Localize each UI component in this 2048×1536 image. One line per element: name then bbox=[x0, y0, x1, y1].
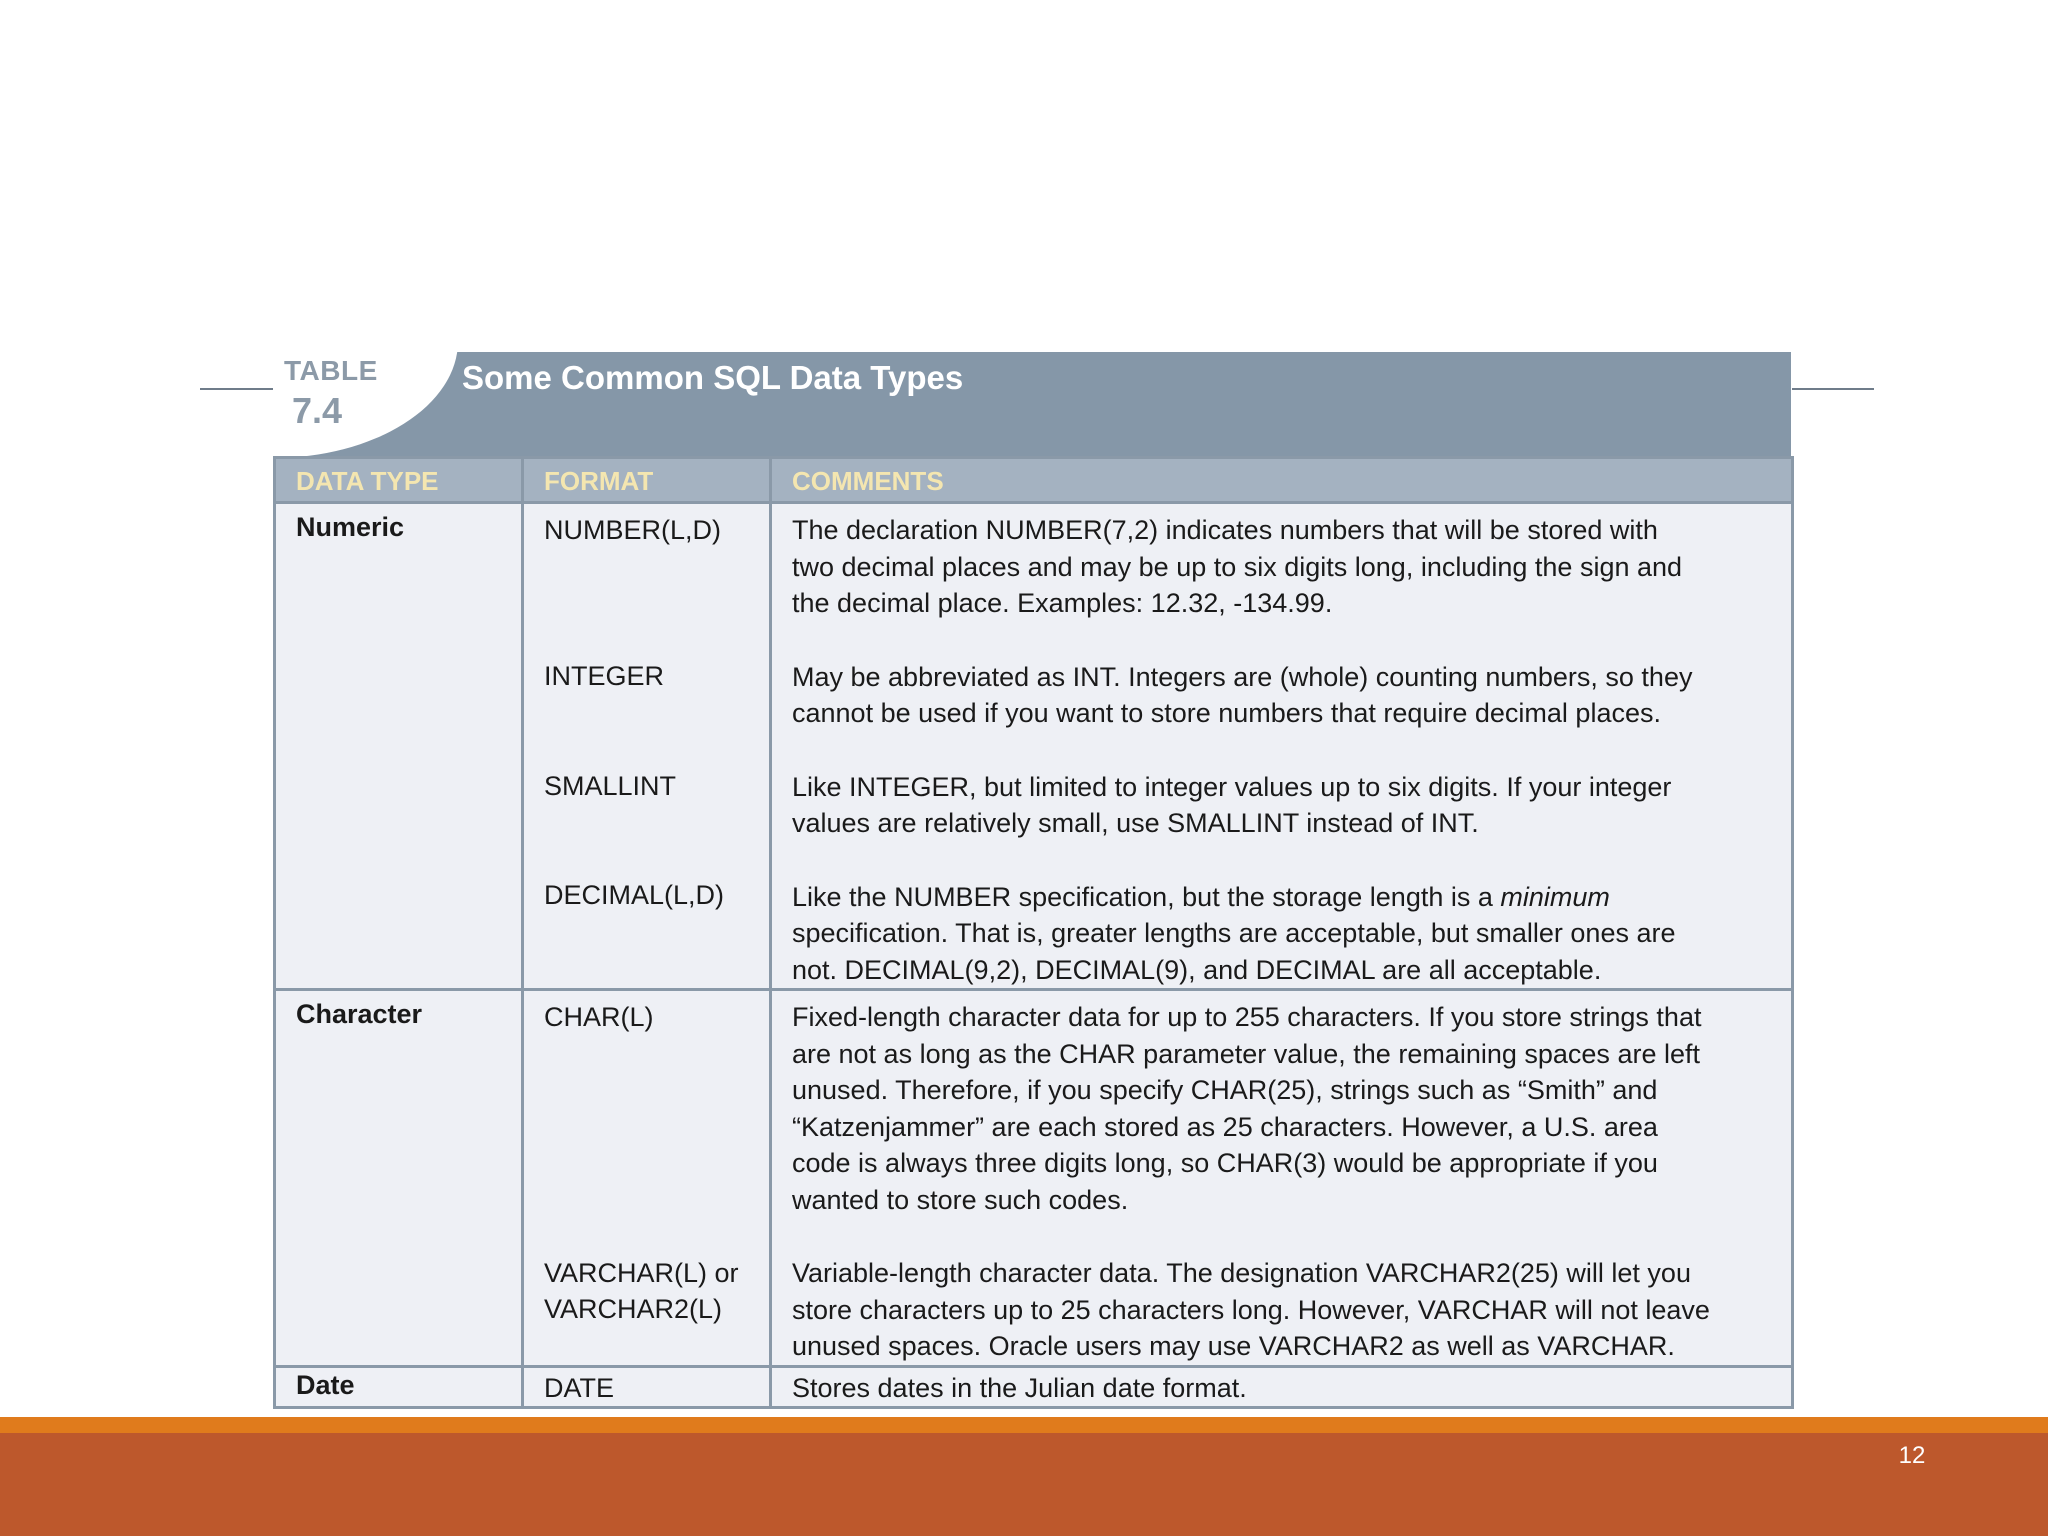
slide-page-number: 12 bbox=[1898, 1442, 1926, 1469]
comment-line: unused spaces. Oracle users may use VARCHAR2 as well as VARCHAR. bbox=[792, 1331, 1675, 1361]
comment-line: Like INTEGER, but limited to integer values up to six digits. If your integer bbox=[792, 771, 1672, 802]
table-row-date bbox=[275, 1366, 1793, 1408]
comment-line: store characters up to 25 characters long. However, VARCHAR will not leave bbox=[792, 1294, 1710, 1325]
data-type-cell bbox=[275, 1366, 523, 1408]
comment-line: wanted to store such codes. bbox=[792, 1184, 1129, 1215]
column-header-format: FORMAT bbox=[523, 458, 771, 503]
table-header-row bbox=[275, 458, 1793, 503]
data-type-name: Numeric bbox=[296, 512, 405, 542]
format-value: INTEGER bbox=[544, 661, 665, 691]
footer-band bbox=[0, 1433, 2048, 1536]
comment-line: “Katzenjammer” are each stored as 25 characters. However, a U.S. area bbox=[792, 1111, 1658, 1142]
format-value: CHAR(L) bbox=[544, 1002, 654, 1032]
comment-line: unused. Therefore, if you specify CHAR(25), strings such as “Smith” and bbox=[792, 1075, 1658, 1105]
comment-line: May be abbreviated as INT. Integers are (whole) counting numbers, so they bbox=[792, 661, 1693, 692]
comment-line bbox=[792, 879, 1779, 916]
comment-line: code is always three digits long, so CHAR(3) would be appropriate if you bbox=[792, 1148, 1658, 1178]
format-value: DATE bbox=[544, 1372, 615, 1403]
footer-accent-stripe bbox=[0, 1417, 2048, 1433]
data-type-cell bbox=[275, 503, 523, 990]
comment-line: not. DECIMAL(9,2), DECIMAL(9), and DECIMAL are all acceptable. bbox=[792, 954, 1602, 985]
sql-data-types-table bbox=[273, 456, 1794, 1409]
comment-line: The declaration NUMBER(7,2) indicates numbers that will be stored with bbox=[792, 515, 1658, 545]
comments-cell bbox=[771, 503, 1793, 990]
comment-line: the decimal place. Examples: 12.32, -134.99. bbox=[792, 588, 1333, 618]
format-cell bbox=[523, 990, 771, 1367]
table-row-numeric bbox=[275, 503, 1793, 990]
table-label-number: 7.4 bbox=[292, 390, 343, 431]
comment-line: Stores dates in the Julian date format. bbox=[792, 1372, 1247, 1403]
comment-line: values are relatively small, use SMALLINT instead of INT. bbox=[792, 808, 1479, 838]
comment-line: are not as long as the CHAR parameter value, the remaining spaces are left bbox=[792, 1038, 1700, 1069]
format-value: VARCHAR2(L) bbox=[544, 1294, 723, 1324]
comment-line: specification. That is, greater lengths are acceptable, but smaller ones are bbox=[792, 918, 1676, 948]
comments-cell bbox=[771, 1366, 1793, 1408]
table-title: Some Common SQL Data Types bbox=[462, 359, 964, 396]
emphasis-text: minimum bbox=[1500, 881, 1610, 912]
comment-text: Like the NUMBER specification, but the storage length is a bbox=[792, 881, 1501, 912]
format-cell bbox=[523, 1366, 771, 1408]
format-value: NUMBER(L,D) bbox=[544, 515, 722, 545]
format-value: SMALLINT bbox=[544, 770, 677, 801]
data-type-name: Date bbox=[296, 1369, 355, 1400]
right-rule bbox=[1792, 388, 1874, 390]
format-value: DECIMAL(L,D) bbox=[544, 880, 725, 910]
comments-cell bbox=[771, 990, 1793, 1367]
data-type-name: Character bbox=[296, 999, 423, 1029]
format-cell bbox=[523, 503, 771, 990]
column-header-comments: COMMENTS bbox=[771, 458, 1793, 503]
left-rule bbox=[200, 388, 274, 390]
comment-line: Variable-length character data. The designation VARCHAR2(25) will let you bbox=[792, 1258, 1691, 1288]
data-type-cell bbox=[275, 990, 523, 1367]
format-value: VARCHAR(L) or bbox=[544, 1257, 739, 1288]
column-header-data-type: DATA TYPE bbox=[275, 458, 523, 503]
table-row-character bbox=[275, 990, 1793, 1367]
comment-line: cannot be used if you want to store numbers that require decimal places. bbox=[792, 698, 1661, 728]
comment-line: two decimal places and may be up to six digits long, including the sign and bbox=[792, 551, 1683, 582]
comment-line: Fixed-length character data for up to 255 characters. If you store strings that bbox=[792, 1002, 1702, 1032]
table-label-word: TABLE bbox=[284, 355, 378, 386]
